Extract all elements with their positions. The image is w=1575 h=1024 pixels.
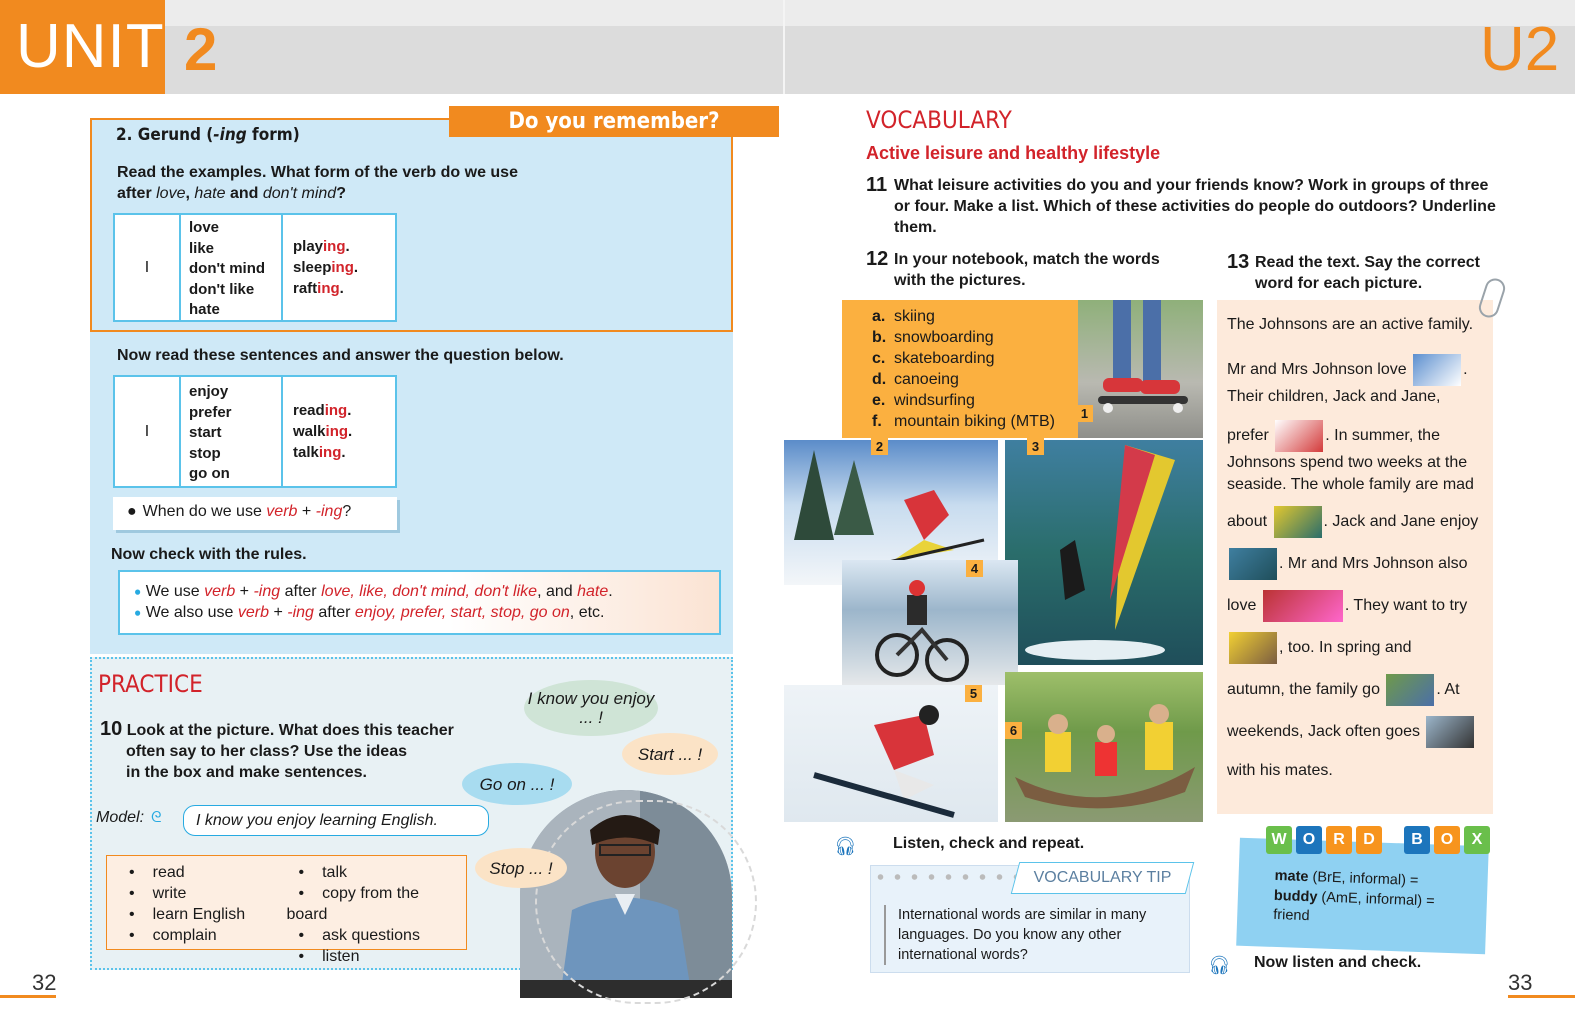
picture-number: 4 — [966, 560, 983, 577]
vocabulary-heading: VOCABULARY — [866, 106, 1012, 134]
pic-hiking-icon — [1386, 674, 1434, 706]
word-box-letter: X — [1464, 826, 1490, 854]
spiral-binding — [872, 870, 1032, 884]
pic-skiing-icon — [1413, 354, 1461, 386]
listen-and-check: Now listen and check. — [1254, 954, 1422, 971]
photo-skateboarding — [1078, 300, 1203, 438]
remember-instruction: Read the examples. What form of the verb do we use after love, hate and don't mind? — [117, 164, 518, 202]
header-bar-top — [0, 0, 1575, 26]
ideas-column-2: • talk • copy from the board • ask questions • listen — [287, 862, 457, 943]
question-box: ● When do we use verb + -ing? — [113, 497, 397, 530]
headphones-icon[interactable]: 🎧︎ — [1208, 955, 1231, 975]
gerund-title: 2. Gerund (-ing form) — [116, 125, 300, 145]
pic-windsurfing-icon — [1274, 506, 1322, 538]
list-item: d. canoeing — [872, 371, 959, 388]
page-number-left: 32 — [32, 970, 57, 995]
list-item: f. mountain biking (MTB) — [872, 413, 1055, 430]
page-number-right: 33 — [1508, 970, 1533, 995]
pic-snowboarding-icon — [1275, 420, 1323, 452]
speech-bubble-1: I know you enjoy ... ! — [524, 680, 658, 736]
unit-number: 2 — [184, 16, 218, 83]
speech-bubble-2: Start ... ! — [622, 733, 718, 775]
exercise-13: 13 Read the text. Say the correct word for each picture. — [1227, 251, 1480, 292]
example-table-2 — [113, 375, 397, 488]
list-item: a. skiing — [872, 308, 935, 325]
story-text: The Johnsons are an active family. Mr and Mrs Johnson love . Their children, Jack and Jane, prefer . In summer, the Johnsons spend two weeks at the seaside. The whole family are mad about . Jack and Jane enjoy . Mr and Mrs Johnson also love . They want to try , too. In spring and autumn, the family go . At weekends, Jack often goes with his mates. — [1217, 300, 1493, 814]
list-item: c. skateboarding — [872, 350, 995, 367]
pic-kayaking-icon — [1263, 590, 1343, 622]
page-gutter — [783, 0, 785, 94]
now-read-instruction: Now read these sentences and answer the question below. — [117, 347, 564, 364]
pic-swimming-icon — [1229, 548, 1277, 580]
exercise-12: 12 In your notebook, match the words with the pictures. — [866, 248, 1160, 289]
word-box-letter: O — [1296, 826, 1322, 854]
word-box: mate (BrE, informal) = buddy (AmE, informal) = friend — [1236, 838, 1489, 955]
list-item: e. windsurfing — [872, 392, 975, 409]
list-item: b. snowboarding — [872, 329, 994, 346]
speech-bubble-3: Go on ... ! — [462, 763, 572, 805]
rule-2: ● We also use verb + -ing after enjoy, prefer, start, stop, go on, etc. — [134, 604, 605, 622]
photo-canoeing — [1005, 672, 1203, 822]
page-line-right — [1508, 995, 1575, 998]
vocabulary-tip-title: VOCABULARY TIP — [1011, 862, 1195, 894]
photo-windsurfing — [1005, 440, 1203, 665]
photo-ring — [535, 800, 757, 1004]
check-rules-instruction: Now check with the rules. — [111, 546, 307, 563]
model-label: Model: — [96, 809, 145, 826]
gerund-list: reading. walking. talking. — [293, 402, 353, 461]
vocabulary-subheading: Active leisure and healthy lifestyle — [866, 143, 1161, 163]
word-box-letter: D — [1356, 826, 1382, 854]
picture-number: 5 — [965, 685, 982, 702]
activity-list — [842, 300, 1078, 438]
gerund-list: playing. sleeping. rafting. — [293, 238, 359, 297]
subject-cell: I — [115, 215, 181, 320]
photo-mountain-biking — [842, 560, 1018, 685]
word-box-letter: W — [1266, 826, 1292, 854]
word-box-title — [1266, 826, 1490, 854]
picture-number: 2 — [871, 438, 888, 455]
word-box-letter: O — [1434, 826, 1460, 854]
picture-number: 1 — [1076, 405, 1093, 422]
subject-cell: I — [115, 377, 181, 486]
exercise-11: 11 What leisure activities do you and your friends know? Work in groups of three or four. Make a list. Which of these activities do people do outdoors? Underline them. — [866, 174, 1496, 236]
verb-list: love like don't mind don't like hate — [181, 215, 283, 320]
rules-box — [118, 570, 721, 635]
exercise-10: 10 Look at the picture. What does this teacher often say to her class? Use the ideas in the box and make sentences. — [100, 718, 454, 781]
ideas-column-1: • read • write • learn English • complain — [117, 862, 287, 943]
practice-title: PRACTICE — [98, 670, 203, 698]
pic-cycling-icon — [1426, 716, 1474, 748]
example-table-1 — [113, 213, 397, 322]
headphones-icon[interactable]: 🎧︎ — [834, 836, 857, 856]
ideas-box — [106, 855, 467, 965]
vocabulary-tip-text: International words are similar in many languages. Do you know any other international words? — [884, 905, 1180, 965]
unit-label: UNIT — [0, 0, 165, 94]
unit-code: U2 — [1480, 15, 1560, 84]
speech-icon: ᘓ — [151, 809, 162, 826]
word-box-letter: B — [1404, 826, 1430, 854]
page-line-left — [0, 995, 56, 998]
speech-bubble-4: Stop ... ! — [475, 848, 567, 888]
pic-rafting-icon — [1229, 632, 1277, 664]
listen-check-repeat: Listen, check and repeat. — [893, 835, 1085, 852]
remember-tab: Do you remember? — [449, 106, 779, 137]
picture-number: 6 — [1005, 722, 1022, 739]
picture-number: 3 — [1027, 438, 1044, 455]
verb-list: enjoy prefer start stop go on — [181, 377, 283, 486]
rule-1: ● We use verb + -ing after love, like, don't mind, don't like, and hate. — [134, 583, 613, 600]
photo-snowboarding — [784, 685, 998, 822]
word-box-letter: R — [1326, 826, 1352, 854]
model-sentence: I know you enjoy learning English. — [183, 805, 489, 836]
